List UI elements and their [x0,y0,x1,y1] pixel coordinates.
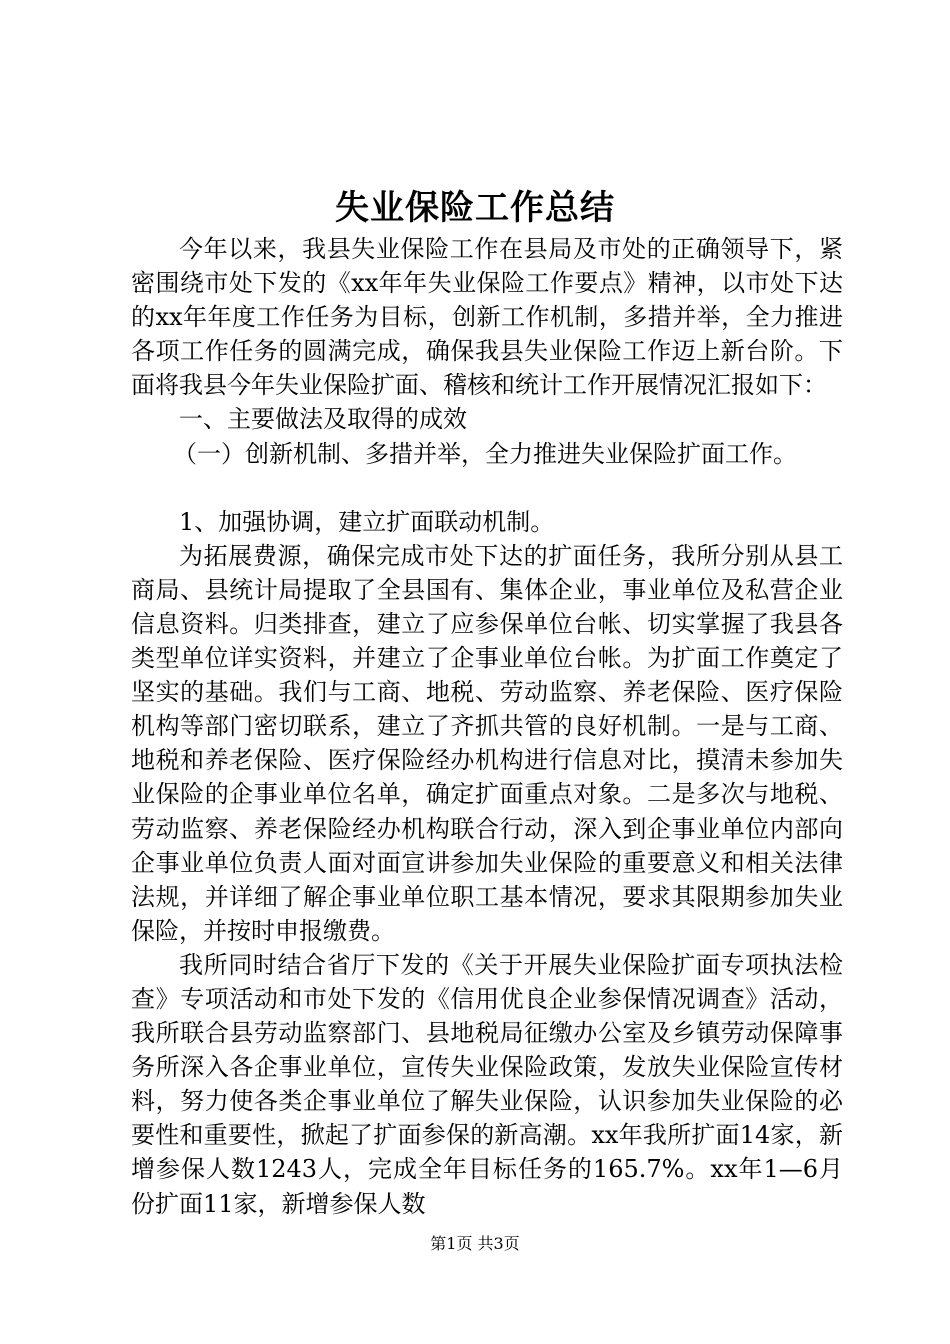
item-heading: 1、加强协调，建立扩面联动机制。 [179,507,555,536]
page-footer: 第1页 共3页 [430,1234,520,1253]
document-body [131,232,843,1221]
intro-paragraph: 今年以来，我县失业保险工作在县局及市处的正确领导下，紧密围绕市处下发的《xx年年失业保险工作要点》精神，以市处下达的xx年年度工作任务为目标，创新工作机制，多措并举，全力推进各项工作任务的圆满完成，确保我县失业保险工作迈上新台阶。下面将我县今年失业保险扩面、稽核和统计工作开展情况汇报如下： [131,235,843,400]
section-heading: 一、主要做法及取得的成效 [179,405,467,434]
document-title: 失业保险工作总结 [335,188,615,228]
blank-line [131,471,843,505]
body-paragraph: 为拓展费源，确保完成市处下达的扩面任务，我所分别从县工商局、县统计局提取了全县国有、集体企业，事业单位及私营企业信息资料。归类排查，建立了应参保单位台帐、切实掌握了我县各类型单位详实资料，并建立了企事业单位台帐。为扩面工作奠定了坚实的基础。我们与工商、地税、劳动监察、养老保险、医疗保险机构等部门密切联系，建立了齐抓共管的良好机制。一是与工商、地税和养老保险、医疗保险经办机构进行信息对比，摸清未参加失业保险的企事业单位名单，确定扩面重点对象。二是多次与地税、劳动监察、养老保险经办机构联合行动，深入到企事业单位内部向企事业单位负责人面对面宣讲参加失业保险的重要意义和相关法律法规，并详细了解企事业单位职工基本情况，要求其限期参加失业保险，并按时申报缴费。 [131,541,843,945]
subsection-heading: （一）创新机制、多措并举，全力推进失业保险扩面工作。 [173,439,797,468]
body-paragraph: 我所同时结合省厅下发的《关于开展失业保险扩面专项执法检查》专项活动和市处下发的《信用优良企业参保情况调查》活动，我所联合县劳动监察部门、县地税局征缴办公室及乡镇劳动保障事务所深入各企事业单位，宣传失业保险政策，发放失业保险宣传材料，努力使各类企事业单位了解失业保险，认识参加失业保险的必要性和重要性，掀起了扩面参保的新高潮。xx年我所扩面14家，新增参保人数1243人，完成全年目标任务的165.7%。xx年1—6月份扩面11家，新增参保人数 [131,950,843,1218]
